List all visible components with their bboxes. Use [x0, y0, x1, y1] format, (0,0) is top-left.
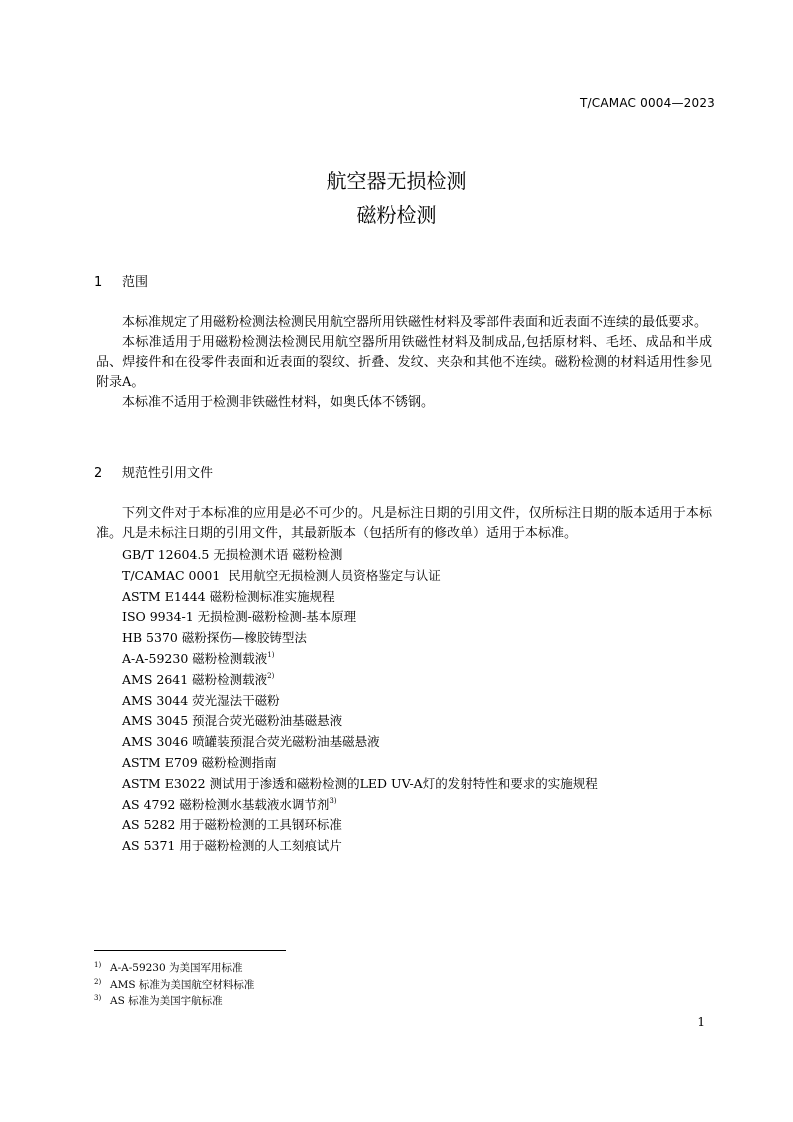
- reference-item: [122, 774, 598, 795]
- reference-text: AS 5282 用于磁粉检测的工具钢环标准: [122, 817, 342, 833]
- footnote-divider: [94, 950, 286, 951]
- reference-text: AMS 3045 预混合荧光磁粉油基磁悬液: [122, 713, 343, 729]
- footnote-list: [94, 960, 254, 1010]
- reference-item: [122, 607, 598, 628]
- reference-text: AS 4792 磁粉检测水基载液水调节剂: [122, 796, 330, 812]
- reference-item: [122, 815, 598, 836]
- section-1-number: 1: [94, 275, 103, 290]
- footnote-ref-3[interactable]: 3): [329, 796, 337, 805]
- document-title-line1: 航空器无损检测: [326, 169, 467, 193]
- footnote-ref-1[interactable]: 1): [267, 650, 275, 659]
- reference-text: ASTM E709 磁粉检测指南: [122, 754, 277, 770]
- section-2-heading: [94, 462, 213, 481]
- reference-text: ASTM E1444 磁粉检测标准实施规程: [122, 588, 335, 604]
- reference-text: AMS 3044 荧光湿法干磁粉: [122, 692, 280, 708]
- footnote-item: 1) A-A-59230 为美国军用标准: [94, 961, 243, 974]
- reference-item: [122, 587, 598, 608]
- reference-text: AMS 2641 磁粉检测载液: [122, 671, 268, 687]
- reference-item: [122, 691, 598, 712]
- footnote-item: 3) AS 标准为美国宇航标准: [94, 994, 223, 1007]
- section-2-intro: [96, 504, 712, 544]
- document-code: T/CAMAC 0004—2023: [580, 96, 715, 110]
- reference-item: [122, 795, 598, 816]
- footnote-ref-2[interactable]: 2): [267, 671, 275, 680]
- footnote-text: AS 标准为美国宇航标准: [110, 995, 223, 1007]
- footnote-item: 2) AMS 标准为美国航空材料标准: [94, 977, 255, 991]
- section-1-paragraph: 本标准适用于用磁粉检测法检测民用航空器所用铁磁性材料及制成品,包括原材料、毛坯、成品和半成品、焊接件和在役零件表面和近表面的裂纹、折叠、发纹、夹杂和其他不连续。磁粉检测的材料适用性参见附录A。: [96, 335, 712, 390]
- reference-text: ISO 9934-1 无损检测-磁粉检测-基本原理: [122, 609, 357, 625]
- section-1-paragraph: 本标准不适用于检测非铁磁性材料，如奥氏体不锈钢。: [122, 395, 435, 410]
- reference-item: [122, 545, 598, 566]
- reference-text: A-A-59230 磁粉检测载液: [122, 650, 268, 666]
- section-1-body: [96, 313, 712, 413]
- document-title-line2: 磁粉检测: [356, 203, 437, 227]
- reference-item: [122, 732, 598, 753]
- page-number: 1: [697, 1015, 705, 1029]
- footnote-text: AMS 标准为美国航空材料标准: [110, 978, 255, 991]
- reference-item: [122, 711, 598, 732]
- reference-text: HB 5370 磁粉探伤—橡胶铸型法: [122, 630, 307, 646]
- section-2-number: 2: [94, 466, 103, 481]
- section-2-intro-text: 下列文件对于本标准的应用是必不可少的。凡是标注日期的引用文件，仅所标注日期的版本适用于本标准。凡是未标注日期的引用文件，其最新版本（包括所有的修改单）适用于本标准。: [96, 506, 712, 541]
- reference-list: [122, 545, 598, 857]
- reference-item: [122, 836, 598, 857]
- reference-item: [122, 753, 598, 774]
- reference-item: [122, 628, 598, 649]
- reference-text: ASTM E3022 测试用于渗透和磁粉检测的LED UV-A灯的发射特性和要求的实施规程: [122, 775, 598, 791]
- section-1-paragraph: 本标准规定了用磁粉检测法检测民用航空器所用铁磁性材料及零部件表面和近表面不连续的最低要求。: [122, 315, 708, 330]
- reference-text: AMS 3046 喷罐装预混合荧光磁粉油基磁悬液: [122, 734, 380, 750]
- section-1-title: 范围: [122, 275, 149, 290]
- footnote-text: A-A-59230 为美国军用标准: [110, 962, 243, 974]
- section-2-title: 规范性引用文件: [122, 466, 214, 481]
- section-1-heading: [94, 271, 148, 290]
- reference-item: [122, 566, 598, 587]
- reference-text: AS 5371 用于磁粉检测的人工刻痕试片: [122, 838, 342, 854]
- reference-text: T/CAMAC 0001 民用航空无损检测人员资格鉴定与认证: [122, 567, 441, 583]
- reference-item: [122, 649, 598, 670]
- reference-item: [122, 670, 598, 691]
- reference-text: GB/T 12604.5 无损检测术语 磁粉检测: [122, 547, 343, 562]
